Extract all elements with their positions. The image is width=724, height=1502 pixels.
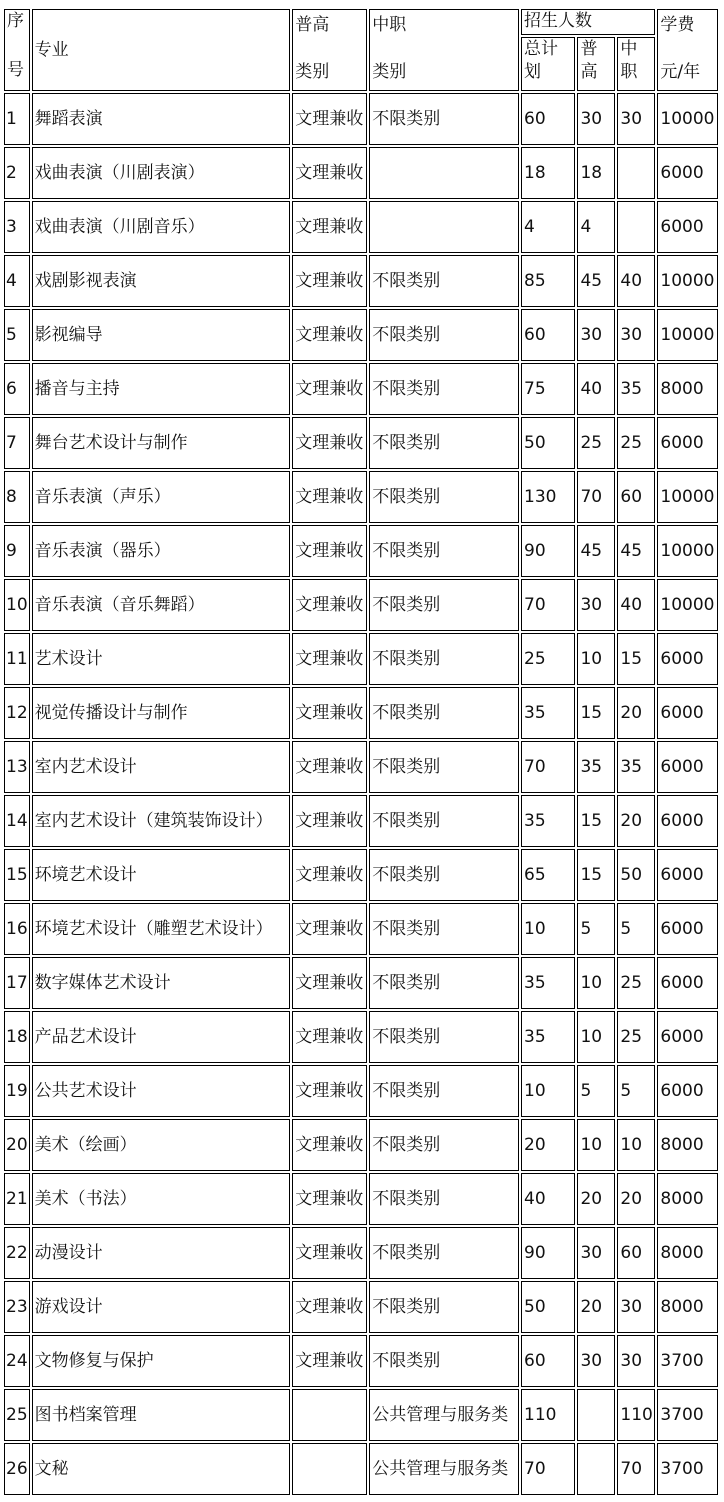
cell-putong	[292, 1443, 367, 1495]
cell-major: 动漫设计	[32, 1227, 291, 1279]
header-major	[32, 9, 291, 91]
header-pg-line2: 高	[580, 62, 598, 82]
table-row	[4, 579, 718, 631]
cell-putong: 文理兼收	[292, 201, 367, 253]
cell-pg: 30	[577, 93, 615, 145]
table-row	[4, 525, 718, 577]
header-fee	[657, 9, 718, 91]
cell-putong: 文理兼收	[292, 525, 367, 577]
cell-pg: 25	[577, 417, 615, 469]
cell-pg	[577, 1389, 615, 1441]
header-major-label: 专业	[34, 39, 69, 60]
cell-putong: 文理兼收	[292, 1119, 367, 1171]
header-seq-line1: 序	[7, 11, 24, 31]
cell-zhongzhi: 公共管理与服务类	[369, 1389, 519, 1441]
cell-no: 14	[4, 795, 30, 847]
cell-pg: 40	[577, 363, 615, 415]
cell-pg: 15	[577, 849, 615, 901]
cell-zz: 20	[617, 1173, 655, 1225]
cell-total: 65	[521, 849, 575, 901]
table-row	[4, 201, 718, 253]
cell-fee: 8000	[657, 1119, 718, 1171]
cell-putong: 文理兼收	[292, 1335, 367, 1387]
cell-fee: 6000	[657, 1011, 718, 1063]
table-row	[4, 1227, 718, 1279]
cell-major: 音乐表演（器乐）	[32, 525, 291, 577]
cell-putong: 文理兼收	[292, 741, 367, 793]
cell-pg: 18	[577, 147, 615, 199]
cell-fee: 6000	[657, 903, 718, 955]
header-putong-line1: 普高	[295, 15, 330, 35]
cell-major: 室内艺术设计（建筑装饰设计）	[32, 795, 291, 847]
cell-zhongzhi: 公共管理与服务类	[369, 1443, 519, 1495]
cell-total: 40	[521, 1173, 575, 1225]
cell-fee: 10000	[657, 93, 718, 145]
header-pg	[577, 37, 615, 91]
cell-zhongzhi: 不限类别	[369, 525, 519, 577]
cell-fee: 6000	[657, 795, 718, 847]
cell-total: 85	[521, 255, 575, 307]
cell-no: 21	[4, 1173, 30, 1225]
cell-fee: 3700	[657, 1335, 718, 1387]
cell-total: 20	[521, 1119, 575, 1171]
table-row	[4, 1335, 718, 1387]
cell-total: 4	[521, 201, 575, 253]
table-row	[4, 147, 718, 199]
cell-fee: 10000	[657, 525, 718, 577]
cell-major: 美术（绘画）	[32, 1119, 291, 1171]
cell-no: 6	[4, 363, 30, 415]
header-seq	[4, 9, 30, 91]
cell-pg: 15	[577, 687, 615, 739]
cell-putong: 文理兼收	[292, 633, 367, 685]
table-row	[4, 93, 718, 145]
cell-pg: 70	[577, 471, 615, 523]
cell-pg: 35	[577, 741, 615, 793]
cell-no: 5	[4, 309, 30, 361]
cell-zhongzhi: 不限类别	[369, 795, 519, 847]
cell-major: 音乐表演（音乐舞蹈）	[32, 579, 291, 631]
cell-no: 16	[4, 903, 30, 955]
cell-pg: 30	[577, 1227, 615, 1279]
cell-major: 游戏设计	[32, 1281, 291, 1333]
cell-pg: 20	[577, 1173, 615, 1225]
cell-fee: 6000	[657, 147, 718, 199]
cell-total: 35	[521, 957, 575, 1009]
cell-putong: 文理兼收	[292, 579, 367, 631]
header-zhongzhi-line1: 中职	[372, 15, 407, 35]
cell-total: 60	[521, 93, 575, 145]
cell-zz	[617, 201, 655, 253]
cell-putong	[292, 1389, 367, 1441]
cell-zz: 60	[617, 1227, 655, 1279]
header-zz	[617, 37, 655, 91]
cell-fee: 8000	[657, 1281, 718, 1333]
cell-major: 室内艺术设计	[32, 741, 291, 793]
cell-zhongzhi: 不限类别	[369, 1173, 519, 1225]
cell-pg: 5	[577, 903, 615, 955]
cell-no: 7	[4, 417, 30, 469]
cell-no: 13	[4, 741, 30, 793]
header-zz-line1: 中	[620, 39, 638, 59]
cell-no: 23	[4, 1281, 30, 1333]
cell-putong: 文理兼收	[292, 309, 367, 361]
cell-fee: 3700	[657, 1389, 718, 1441]
table-row	[4, 1011, 718, 1063]
cell-total: 60	[521, 1335, 575, 1387]
cell-zz: 25	[617, 1011, 655, 1063]
cell-pg: 45	[577, 255, 615, 307]
cell-no: 18	[4, 1011, 30, 1063]
cell-putong: 文理兼收	[292, 1011, 367, 1063]
cell-zhongzhi	[369, 147, 519, 199]
cell-fee: 6000	[657, 1065, 718, 1117]
cell-major: 数字媒体艺术设计	[32, 957, 291, 1009]
table-row	[4, 1173, 718, 1225]
cell-major: 公共艺术设计	[32, 1065, 291, 1117]
cell-pg	[577, 1443, 615, 1495]
cell-putong: 文理兼收	[292, 363, 367, 415]
cell-no: 8	[4, 471, 30, 523]
cell-pg: 10	[577, 633, 615, 685]
cell-zhongzhi: 不限类别	[369, 1281, 519, 1333]
cell-fee: 6000	[657, 417, 718, 469]
cell-pg: 20	[577, 1281, 615, 1333]
enrollment-table	[2, 7, 720, 1497]
cell-zz: 30	[617, 1281, 655, 1333]
cell-pg: 5	[577, 1065, 615, 1117]
table-row	[4, 363, 718, 415]
cell-total: 60	[521, 309, 575, 361]
cell-putong: 文理兼收	[292, 903, 367, 955]
cell-no: 25	[4, 1389, 30, 1441]
header-total-line2: 划	[524, 62, 542, 82]
table-row	[4, 795, 718, 847]
header-row	[4, 9, 718, 35]
cell-no: 3	[4, 201, 30, 253]
cell-pg: 30	[577, 309, 615, 361]
cell-no: 1	[4, 93, 30, 145]
cell-total: 70	[521, 579, 575, 631]
cell-pg: 4	[577, 201, 615, 253]
cell-zz: 25	[617, 957, 655, 1009]
cell-zhongzhi: 不限类别	[369, 687, 519, 739]
cell-zhongzhi: 不限类别	[369, 633, 519, 685]
cell-putong: 文理兼收	[292, 687, 367, 739]
cell-zhongzhi: 不限类别	[369, 471, 519, 523]
cell-major: 图书档案管理	[32, 1389, 291, 1441]
cell-fee: 3700	[657, 1443, 718, 1495]
cell-major: 戏曲表演（川剧音乐）	[32, 201, 291, 253]
table-row	[4, 1065, 718, 1117]
cell-major: 美术（书法）	[32, 1173, 291, 1225]
header-zhongzhi-line2: 类别	[372, 62, 407, 82]
cell-zz: 45	[617, 525, 655, 577]
cell-putong: 文理兼收	[292, 147, 367, 199]
cell-major: 舞蹈表演	[32, 93, 291, 145]
cell-zhongzhi: 不限类别	[369, 1335, 519, 1387]
cell-major: 影视编导	[32, 309, 291, 361]
cell-zz	[617, 147, 655, 199]
cell-zhongzhi: 不限类别	[369, 1119, 519, 1171]
cell-major: 播音与主持	[32, 363, 291, 415]
cell-fee: 6000	[657, 633, 718, 685]
cell-total: 35	[521, 1011, 575, 1063]
header-fee-line1: 学费	[660, 15, 695, 35]
cell-no: 20	[4, 1119, 30, 1171]
table-row	[4, 633, 718, 685]
cell-fee: 8000	[657, 1227, 718, 1279]
cell-zz: 40	[617, 255, 655, 307]
table-row	[4, 1281, 718, 1333]
cell-zhongzhi: 不限类别	[369, 849, 519, 901]
cell-fee: 10000	[657, 309, 718, 361]
cell-total: 25	[521, 633, 575, 685]
cell-putong: 文理兼收	[292, 417, 367, 469]
cell-zhongzhi: 不限类别	[369, 1065, 519, 1117]
cell-no: 4	[4, 255, 30, 307]
cell-zhongzhi: 不限类别	[369, 1227, 519, 1279]
cell-total: 10	[521, 1065, 575, 1117]
cell-fee: 8000	[657, 1173, 718, 1225]
cell-fee: 6000	[657, 849, 718, 901]
cell-no: 26	[4, 1443, 30, 1495]
cell-zz: 40	[617, 579, 655, 631]
cell-zhongzhi: 不限类别	[369, 255, 519, 307]
cell-no: 15	[4, 849, 30, 901]
cell-pg: 10	[577, 1119, 615, 1171]
cell-total: 75	[521, 363, 575, 415]
cell-putong: 文理兼收	[292, 957, 367, 1009]
cell-total: 18	[521, 147, 575, 199]
cell-zz: 15	[617, 633, 655, 685]
cell-putong: 文理兼收	[292, 255, 367, 307]
cell-zhongzhi: 不限类别	[369, 363, 519, 415]
cell-total: 70	[521, 1443, 575, 1495]
table-row	[4, 1119, 718, 1171]
cell-no: 12	[4, 687, 30, 739]
cell-pg: 45	[577, 525, 615, 577]
cell-total: 10	[521, 903, 575, 955]
cell-total: 90	[521, 525, 575, 577]
cell-pg: 30	[577, 1335, 615, 1387]
cell-zz: 30	[617, 1335, 655, 1387]
table-row	[4, 255, 718, 307]
cell-zhongzhi: 不限类别	[369, 309, 519, 361]
cell-major: 环境艺术设计	[32, 849, 291, 901]
cell-putong: 文理兼收	[292, 93, 367, 145]
table-row	[4, 309, 718, 361]
table-row	[4, 741, 718, 793]
cell-zz: 35	[617, 741, 655, 793]
cell-major: 环境艺术设计（雕塑艺术设计）	[32, 903, 291, 955]
header-putong-line2: 类别	[295, 62, 330, 82]
cell-zhongzhi: 不限类别	[369, 93, 519, 145]
cell-no: 11	[4, 633, 30, 685]
cell-zhongzhi: 不限类别	[369, 1011, 519, 1063]
cell-zz: 30	[617, 309, 655, 361]
header-enroll-group	[521, 9, 655, 35]
header-putong	[292, 9, 367, 91]
cell-putong: 文理兼收	[292, 849, 367, 901]
table-row	[4, 1389, 718, 1441]
header-enroll-label: 招生人数	[524, 11, 593, 31]
cell-zhongzhi: 不限类别	[369, 417, 519, 469]
header-zhongzhi	[369, 9, 519, 91]
cell-zhongzhi: 不限类别	[369, 957, 519, 1009]
cell-major: 戏剧影视表演	[32, 255, 291, 307]
cell-major: 文秘	[32, 1443, 291, 1495]
cell-fee: 6000	[657, 687, 718, 739]
cell-putong: 文理兼收	[292, 471, 367, 523]
cell-zz: 5	[617, 903, 655, 955]
cell-pg: 30	[577, 579, 615, 631]
header-zz-line2: 职	[620, 62, 638, 82]
cell-total: 35	[521, 687, 575, 739]
cell-zz: 20	[617, 687, 655, 739]
cell-pg: 10	[577, 1011, 615, 1063]
cell-putong: 文理兼收	[292, 795, 367, 847]
cell-zz: 110	[617, 1389, 655, 1441]
cell-fee: 8000	[657, 363, 718, 415]
cell-no: 22	[4, 1227, 30, 1279]
cell-zhongzhi: 不限类别	[369, 741, 519, 793]
cell-putong: 文理兼收	[292, 1227, 367, 1279]
cell-zhongzhi	[369, 201, 519, 253]
cell-total: 70	[521, 741, 575, 793]
cell-zz: 20	[617, 795, 655, 847]
cell-major: 视觉传播设计与制作	[32, 687, 291, 739]
header-total	[521, 37, 575, 91]
cell-zz: 35	[617, 363, 655, 415]
cell-fee: 6000	[657, 201, 718, 253]
cell-total: 50	[521, 1281, 575, 1333]
cell-putong: 文理兼收	[292, 1065, 367, 1117]
table-row	[4, 687, 718, 739]
header-total-line1: 总计	[524, 39, 559, 59]
cell-zz: 10	[617, 1119, 655, 1171]
cell-zhongzhi: 不限类别	[369, 903, 519, 955]
cell-total: 35	[521, 795, 575, 847]
cell-total: 90	[521, 1227, 575, 1279]
cell-pg: 15	[577, 795, 615, 847]
cell-major: 戏曲表演（川剧表演）	[32, 147, 291, 199]
cell-total: 130	[521, 471, 575, 523]
cell-major: 舞台艺术设计与制作	[32, 417, 291, 469]
cell-zz: 70	[617, 1443, 655, 1495]
cell-zz: 5	[617, 1065, 655, 1117]
cell-no: 17	[4, 957, 30, 1009]
cell-no: 2	[4, 147, 30, 199]
cell-zz: 60	[617, 471, 655, 523]
cell-pg: 10	[577, 957, 615, 1009]
header-seq-line2: 号	[7, 60, 24, 80]
cell-total: 110	[521, 1389, 575, 1441]
cell-major: 产品艺术设计	[32, 1011, 291, 1063]
table-row	[4, 849, 718, 901]
cell-fee: 10000	[657, 579, 718, 631]
cell-putong: 文理兼收	[292, 1281, 367, 1333]
table-row	[4, 417, 718, 469]
cell-no: 24	[4, 1335, 30, 1387]
cell-no: 9	[4, 525, 30, 577]
cell-major: 文物修复与保护	[32, 1335, 291, 1387]
cell-zhongzhi: 不限类别	[369, 579, 519, 631]
cell-zz: 25	[617, 417, 655, 469]
cell-total: 50	[521, 417, 575, 469]
cell-no: 10	[4, 579, 30, 631]
table-row	[4, 471, 718, 523]
cell-fee: 10000	[657, 255, 718, 307]
cell-fee: 6000	[657, 741, 718, 793]
header-pg-line1: 普	[580, 39, 598, 59]
cell-fee: 10000	[657, 471, 718, 523]
table-row	[4, 1443, 718, 1495]
cell-zz: 30	[617, 93, 655, 145]
header-fee-line2: 元/年	[660, 62, 701, 82]
cell-no: 19	[4, 1065, 30, 1117]
table-row	[4, 903, 718, 955]
cell-major: 艺术设计	[32, 633, 291, 685]
cell-putong: 文理兼收	[292, 1173, 367, 1225]
cell-major: 音乐表演（声乐）	[32, 471, 291, 523]
cell-fee: 6000	[657, 957, 718, 1009]
table-row	[4, 957, 718, 1009]
cell-zz: 50	[617, 849, 655, 901]
